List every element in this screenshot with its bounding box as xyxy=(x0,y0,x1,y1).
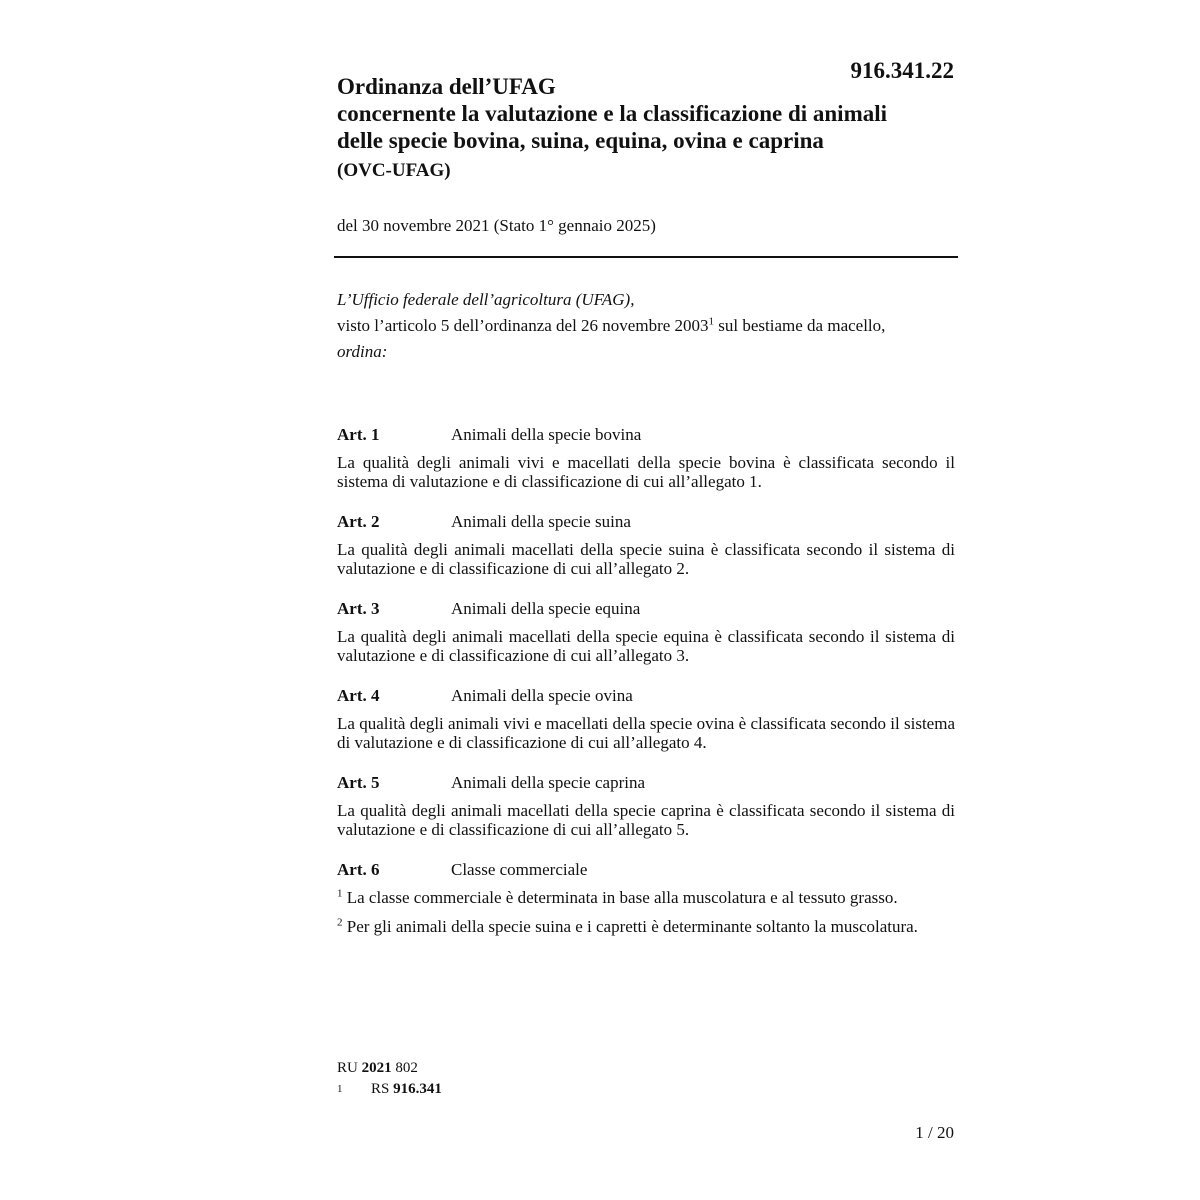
ru-page: 802 xyxy=(391,1060,418,1076)
article-heading xyxy=(337,424,955,446)
article xyxy=(337,598,955,665)
article xyxy=(337,424,955,491)
preamble-basis xyxy=(337,313,957,339)
title-line: delle specie bovina, suina, equina, ovina e caprina xyxy=(337,128,824,153)
ru-year: 2021 xyxy=(361,1060,392,1076)
article-text: La qualità degli animali vivi e macellati della specie bovina è classificata secondo il sistema di valutazione e di classificazione di cui all’allegato 1. xyxy=(337,453,955,491)
title-abbreviation: (OVC-UFAG) xyxy=(337,160,451,181)
article-number: Art. 2 xyxy=(337,512,380,531)
paragraph-text: Per gli animali della specie suina e i capretti è determinante soltanto la muscolatura. xyxy=(342,917,918,936)
article-heading xyxy=(337,685,955,707)
footnote-prefix: RS xyxy=(371,1081,394,1097)
footnote-sr-ref: 916.341 xyxy=(393,1081,442,1097)
article-number: Art. 4 xyxy=(337,686,380,705)
page-number: 1 / 20 xyxy=(915,1123,954,1142)
document-date: del 30 novembre 2021 (Stato 1° gennaio 2025) xyxy=(337,216,656,235)
paragraph-text: La classe commerciale è determinata in base alla muscolatura e al tessuto grasso. xyxy=(342,888,898,907)
articles-list xyxy=(337,424,955,956)
footnote-text[interactable] xyxy=(371,1079,442,1100)
paragraph-number: 1 xyxy=(337,887,343,900)
title-line: concernente la valutazione e la classificazione di animali xyxy=(337,101,888,126)
footnote-reference[interactable]: 1 xyxy=(708,315,715,328)
article-heading xyxy=(337,859,955,881)
article-title: Animali della specie ovina xyxy=(451,686,633,705)
article xyxy=(337,859,955,936)
document-title xyxy=(337,73,957,182)
article-title: Classe commerciale xyxy=(451,860,588,879)
article-title: Animali della specie equina xyxy=(451,599,641,618)
sr-number: 916.341.22 xyxy=(850,58,954,83)
title-line: Ordinanza dell’UFAG xyxy=(337,74,556,99)
article xyxy=(337,685,955,752)
preamble xyxy=(337,287,957,365)
preamble-basis-text: sul bestiame da macello, xyxy=(714,316,886,335)
article-text: La qualità degli animali vivi e macellati della specie ovina è classificata secondo il sistema di valutazione e di classificazione di cui all’allegato 4. xyxy=(337,714,955,752)
preamble-ordina: ordina: xyxy=(337,342,388,361)
preamble-authority: L’Ufficio federale dell’agricoltura (UFAG), xyxy=(337,290,635,309)
article-heading xyxy=(337,511,955,533)
paragraph-number: 2 xyxy=(337,916,343,929)
article-number: Art. 6 xyxy=(337,860,380,879)
article-heading xyxy=(337,598,955,620)
footnote-mark: 1 xyxy=(337,1083,343,1095)
official-compilation-ref xyxy=(337,1058,442,1079)
article-title: Animali della specie caprina xyxy=(451,773,645,792)
article-text: La qualità degli animali macellati della specie suina è classificata secondo il sistema di valutazione e di classificazione di cui all’allegato 2. xyxy=(337,540,955,578)
article-text: La qualità degli animali macellati della specie caprina è classificata secondo il sistema di valutazione e di classificazione di cui all’allegato 5. xyxy=(337,801,955,839)
article-number: Art. 5 xyxy=(337,773,380,792)
article-title: Animali della specie bovina xyxy=(451,425,642,444)
article-title: Animali della specie suina xyxy=(451,512,631,531)
article-paragraph xyxy=(337,888,955,907)
footnotes xyxy=(337,1058,442,1100)
ru-prefix: RU xyxy=(337,1060,362,1076)
preamble-basis-text: visto l’articolo 5 dell’ordinanza del 26 novembre 2003 xyxy=(337,316,709,335)
article-number: Art. 1 xyxy=(337,425,380,444)
article xyxy=(337,511,955,578)
article-paragraph xyxy=(337,917,955,936)
article-text: La qualità degli animali macellati della specie equina è classificata secondo il sistema di valutazione e di classificazione di cui all’allegato 3. xyxy=(337,627,955,665)
article-heading xyxy=(337,772,955,794)
header-divider xyxy=(334,256,958,258)
article xyxy=(337,772,955,839)
article-number: Art. 3 xyxy=(337,599,380,618)
footnote xyxy=(337,1079,442,1100)
